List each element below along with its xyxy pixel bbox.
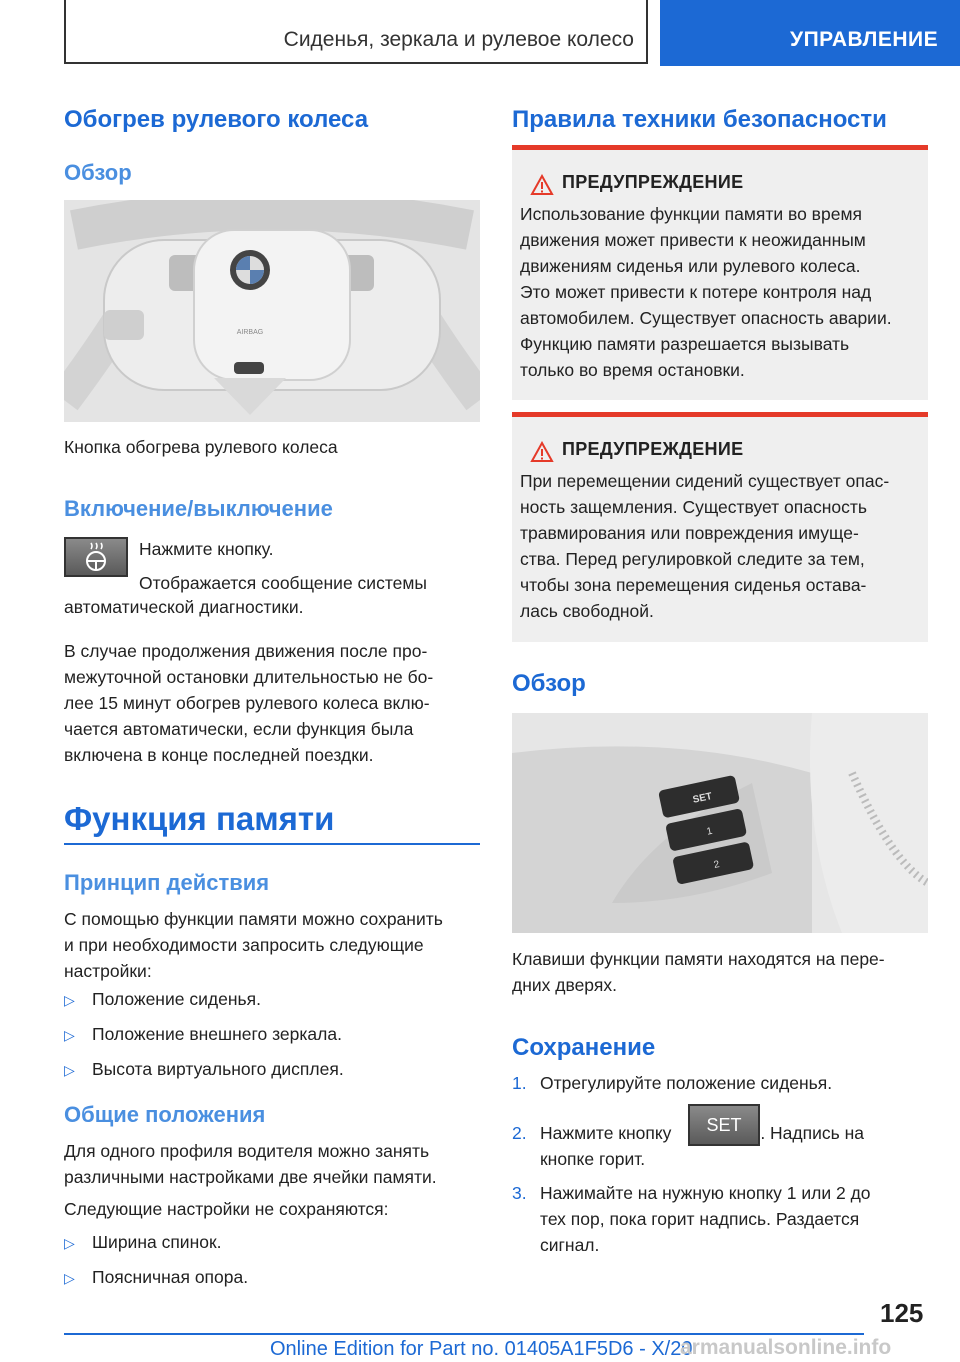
step-item: 2. Нажмите кнопку . Надпись на кнопке горит. SET	[512, 1120, 928, 1172]
general-text	[64, 1138, 437, 1190]
memory-title: Функция памяти	[64, 800, 335, 837]
para-line: лее 15 минут обогрев рулевого колеса вклю-	[64, 693, 430, 713]
para-line: В случае продолжения движения после про-	[64, 641, 428, 661]
warning-text-1: Использование функции памяти во время движения может привести к неожиданным движениям сиденья или рулевого колеса. Это может привести к потере контроля над автомобилем. Существует опасность аварии. Функцию памяти разрешается вызывать только во время остановки.	[520, 204, 892, 380]
heated-wheel-icon	[66, 539, 126, 575]
warning-text-2: При перемещении сидений существует опас- ность защемления. Существует опасность травмирования или повреждения имуще- ства. Перед регулировкой следите за тем, чтобы зона перемещения сиденья остава- лась свободной.	[520, 471, 890, 621]
triangle-bullet-icon: ▷	[64, 1235, 75, 1251]
steering-wheel-image	[64, 200, 480, 422]
step-item: 1. Отрегулируйте положение сиденья.	[512, 1073, 833, 1093]
warning-box-1	[512, 145, 928, 400]
para-line: чается автоматически, если функция была	[64, 719, 414, 739]
general-line: Для одного профиля водителя можно занять	[64, 1141, 430, 1161]
warning-triangle-icon	[530, 441, 554, 463]
press-button-text: Нажмите кнопку.	[139, 539, 274, 559]
heated-wheel-title: Обогрев рулевого колеса	[64, 106, 369, 133]
overview-title-right: Обзор	[512, 670, 586, 697]
warning-box-2	[512, 412, 928, 642]
footer-rule	[64, 1333, 864, 1335]
list-item: ▷ Ширина спинок.	[64, 1229, 248, 1256]
triangle-bullet-icon: ▷	[64, 1027, 75, 1043]
triangle-bullet-icon: ▷	[64, 1062, 75, 1078]
header-section-tab[interactable]: УПРАВЛЕНИЕ	[660, 0, 960, 66]
general-title: Общие положения	[64, 1102, 266, 1127]
watermark-site: armanualsonline.info	[680, 1336, 892, 1359]
list-item: ▷ Положение внешнего зеркала.	[64, 1021, 344, 1048]
memory-title-rule	[64, 843, 480, 845]
principle-title: Принцип действия	[64, 870, 270, 895]
principle-text	[64, 906, 443, 984]
header-chapter: Сиденья, зеркала и рулевое колесо	[283, 28, 634, 51]
overview-title-left: Обзор	[64, 160, 132, 185]
principle-line: настройки:	[64, 961, 152, 981]
triangle-bullet-icon: ▷	[64, 1270, 75, 1286]
steps-list	[512, 1070, 928, 1258]
page-number: 125	[880, 1298, 924, 1328]
step-item: 3. Нажимайте на нужную кнопку 1 или 2 до тех пор, пока горит надпись. Раздается сигнал.	[512, 1183, 871, 1255]
message-line-1: Отображается сообщение системы	[139, 573, 427, 593]
settings-list	[64, 986, 344, 1083]
restart-paragraph	[64, 638, 433, 768]
not-saved-intro: Следующие настройки не сохраняются:	[64, 1199, 389, 1219]
warning-label-1: ПРЕДУПРЕЖДЕНИЕ	[562, 172, 744, 192]
safety-title: Правила техники безопасности	[512, 106, 887, 133]
general-line: различными настройками две ячейки памяти.	[64, 1167, 437, 1187]
door-2-label: 2	[712, 858, 721, 871]
wheel-caption: Кнопка обогрева рулевого колеса	[64, 437, 338, 457]
steering-wheel-illustration	[64, 200, 480, 422]
footer-edition: Online Edition for Part no. 01405A1F5D6 - X/20	[270, 1338, 693, 1360]
para-line: межуточной остановки длительностью не бо-	[64, 667, 434, 687]
list-item: ▷ Высота виртуального дисплея.	[64, 1056, 344, 1083]
door-set-label: SET	[691, 791, 714, 806]
principle-line: С помощью функции памяти можно сохранить	[64, 909, 443, 929]
door-memory-buttons-image	[512, 713, 928, 933]
list-item: ▷ Поясничная опора.	[64, 1264, 248, 1291]
door-panel-illustration	[512, 713, 928, 933]
not-saved-list	[64, 1229, 248, 1291]
warning-label-2: ПРЕДУПРЕЖДЕНИЕ	[562, 439, 744, 459]
list-item: ▷ Положение сиденья.	[64, 986, 344, 1013]
save-title: Сохранение	[512, 1034, 656, 1061]
triangle-bullet-icon: ▷	[64, 992, 75, 1008]
heated-wheel-button-image	[64, 537, 128, 577]
set-button-image: SET	[688, 1104, 760, 1146]
door-1-label: 1	[705, 825, 714, 838]
on-off-title: Включение/выключение	[64, 496, 333, 521]
door-caption: Клавиши функции памяти находятся на пере- дних дверях.	[512, 949, 885, 995]
principle-line: и при необходимости запросить следующие	[64, 935, 424, 955]
warning-triangle-icon	[530, 174, 554, 196]
message-line-2: автоматической диагностики.	[64, 597, 304, 617]
para-line: включена в конце последней поездки.	[64, 745, 374, 765]
airbag-text: AIRBAG	[236, 329, 264, 336]
